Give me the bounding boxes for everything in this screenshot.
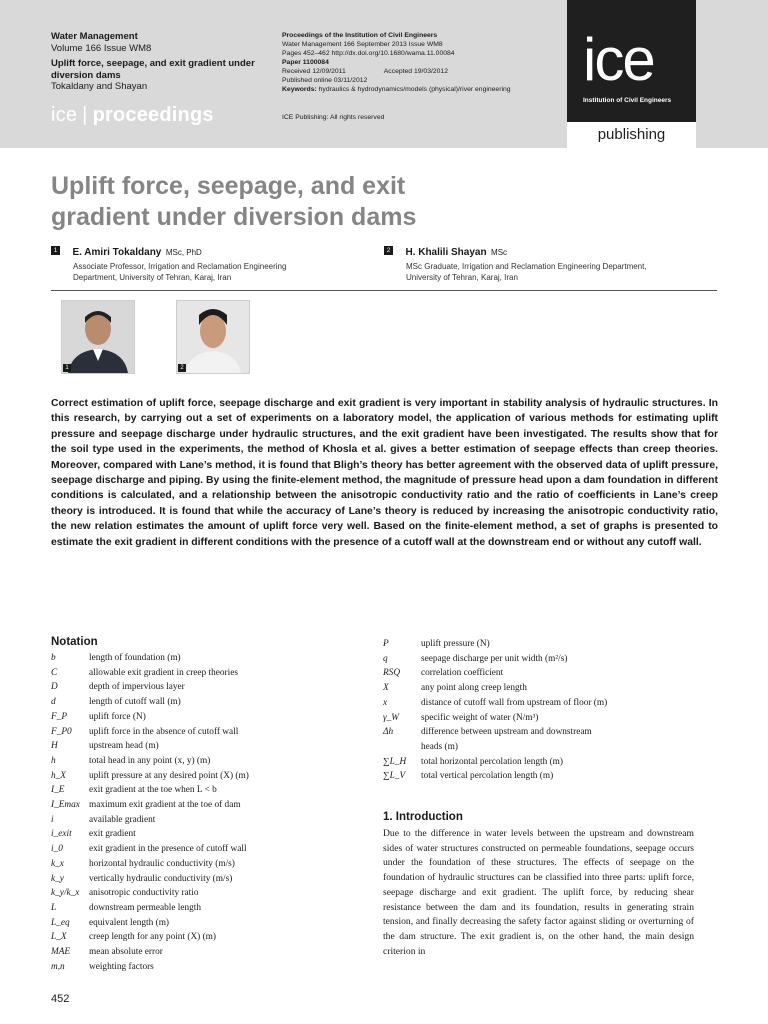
notation-definition: maximum exit gradient at the toe of dam xyxy=(89,800,241,810)
notation-symbol: I_Emax xyxy=(51,800,80,810)
notation-symbol: q xyxy=(383,653,388,664)
publication-details xyxy=(282,31,562,94)
accepted-date: Accepted 19/03/2012 xyxy=(383,68,448,75)
notation-symbol: b xyxy=(51,653,56,663)
notation-symbol: i xyxy=(51,814,54,825)
rights-notice: ICE Publishing: All rights reserved xyxy=(282,114,385,121)
notation-definition: uplift force (N) xyxy=(89,711,146,722)
paper-number: Paper 1100084 xyxy=(282,59,329,66)
author-2-degree: MSc xyxy=(491,248,508,257)
ice-proceedings-brand: ice | proceedings xyxy=(51,104,214,126)
notation-list-left xyxy=(51,653,371,983)
notation-definition: distance of cutoff wall from upstream of floor (m) xyxy=(421,697,608,708)
notation-symbol: L xyxy=(51,902,57,913)
page-number: 452 xyxy=(51,993,70,1005)
notation-definition: upstream head (m) xyxy=(89,741,159,752)
logo-publishing: publishing xyxy=(567,122,696,148)
notation-symbol: RSQ xyxy=(383,668,401,679)
notation-symbol: H xyxy=(51,741,58,752)
notation-definition: any point along creep length xyxy=(421,683,527,694)
author-1 xyxy=(51,242,371,283)
notation-symbol: x xyxy=(383,697,388,708)
received-date: Received 12/09/2011 xyxy=(282,68,346,75)
author-2-photo-badge: 2 xyxy=(178,364,186,372)
abstract: Correct estimation of uplift force, seepage discharge and exit gradient is very important in stability analysis of hydraulic structures. In this research, by carrying out a set of experiments on a laboratory model, the application of various methods for estimating uplift pressure and seepage discharge under hydraulic structures, and the exit gradient have been investigated. The results show that for the soil type used in the experiments, the method of Khosla et al. gives a better estimation of seepage effects than creep theories. Moreover, compared with Lane’s method, it is found that Bligh’s theory has better agreement with the observed data of uplift pressure, seepage discharge and piping. By using the finite-element method, the magnitude of pressure head upon a dam foundation in different conditions is calculated, and a relationship between the anisotropic conductivity ratio and the ratio of coefficients in Lane’s creep theory is introduced. It is found that while the accuracy of Lane’s theory is reduced by increasing the anisotropic conductivity ratio, the new relation estimates the amount of uplift force very well. Based on the finite-element method, a set of graphs is presented to estimate the exit gradient in different conditions with the presence of a cutoff wall at the downstream end or without any cutoff wall. xyxy=(51,398,718,548)
notation-definition: horizontal hydraulic conductivity (m/s) xyxy=(89,858,235,869)
notation-definition: heads (m) xyxy=(421,741,458,752)
notation-symbol: L_eq xyxy=(51,917,70,928)
notation-definition: anisotropic conductivity ratio xyxy=(89,888,199,899)
notation-definition: mean absolute error xyxy=(89,947,163,957)
journal-info xyxy=(51,31,276,93)
notation-definition: specific weight of water (N/m³) xyxy=(421,712,539,723)
notation-symbol: ∑L_H xyxy=(383,756,407,767)
notation-symbol: C xyxy=(51,667,58,678)
notation-symbol: d xyxy=(51,697,56,708)
notation-definition: downstream permeable length xyxy=(89,902,202,913)
notation-symbol: m,n xyxy=(51,961,65,972)
journal-volume: Volume 166 Issue WM8 xyxy=(51,42,152,54)
notation-symbol: P xyxy=(383,639,389,649)
notation-definition: correlation coefficient xyxy=(421,668,504,679)
notation-symbol: D xyxy=(51,682,58,693)
author-1-name: E. Amiri Tokaldany xyxy=(72,247,162,258)
journal-name: Water Management xyxy=(51,31,138,42)
notation-symbol: γ_W xyxy=(383,712,400,723)
brand-ice: ice xyxy=(51,104,78,126)
keywords-label: Keywords: xyxy=(282,86,317,93)
notation-definition: equivalent length (m) xyxy=(89,917,170,928)
notation-symbol: k_x xyxy=(51,858,64,869)
introduction-text: Due to the difference in water levels between the upstream and downstream sides of water structures constructed on permeable foundations, seepage occurs under the foundation of these structures. The effects of seepage on the foundation of hydraulic structures can be classified into three parts: uplift force, seepage discharge and exit gradient. The uplift force, by reducing shear resistance between the dam and its foundation, results in generating strain tension, and finally decreasing the safety factor against sliding or overturning of the dam structure. The exit gradient is, on the other hand, the main design criterion in xyxy=(383,828,694,957)
notation-definition: exit gradient in the presence of cutoff wall xyxy=(89,844,247,855)
notation-definition: length of foundation (m) xyxy=(89,653,181,663)
logo-institution: Institution of Civil Engineers xyxy=(583,97,672,104)
author-1-photo xyxy=(61,300,135,374)
logo-ice-word: ice xyxy=(583,26,654,93)
published-date: Published online 03/11/2012 xyxy=(282,77,368,84)
author-1-aff-2: Department, University of Tehran, Karaj, Iran xyxy=(73,273,232,282)
notation-symbol: MAE xyxy=(51,947,71,957)
notation-definition: difference between upstream and downstream xyxy=(421,727,592,738)
notation-definition: uplift pressure at any desired point (X) (m) xyxy=(89,770,249,781)
notation-definition: available gradient xyxy=(89,814,156,825)
notation-symbol: k_y/k_x xyxy=(51,888,80,899)
keywords-line xyxy=(282,85,562,94)
title-line-1: Uplift force, seepage, and exit xyxy=(51,172,406,200)
notation-definition: total vertical percolation length (m) xyxy=(421,771,554,782)
notation-definition: allowable exit gradient in creep theories xyxy=(89,667,238,678)
notation-heading: Notation xyxy=(51,636,98,648)
author-2-aff-2: University of Tehran, Karaj, Iran xyxy=(406,273,518,282)
header-authors: Tokaldany and Shayan xyxy=(51,81,148,92)
notation-definition: length of cutoff wall (m) xyxy=(89,697,181,708)
proceedings-of: Proceedings of the Institution of Civil Engineers xyxy=(282,32,438,39)
notation-definition: total head in any point (x, y) (m) xyxy=(89,755,211,766)
notation-definition: seepage discharge per unit width (m²/s) xyxy=(421,653,568,664)
brand-proceedings: proceedings xyxy=(92,104,214,126)
notation-definition: exit gradient at the toe when L < b xyxy=(89,785,217,796)
dates-line xyxy=(282,67,562,76)
author-2-aff-1: MSc Graduate, Irrigation and Reclamation Engineering Department, xyxy=(406,262,647,271)
notation-definition: vertically hydraulic conductivity (m/s) xyxy=(89,873,233,884)
author-2-portrait xyxy=(177,301,249,373)
author-1-badge: 1 xyxy=(51,246,60,255)
notation-symbol: k_y xyxy=(51,873,64,884)
issue-line: Water Management 166 September 2013 Issue WM8 xyxy=(282,41,443,48)
introduction-heading: 1. Introduction xyxy=(383,811,463,823)
author-2-badge: 2 xyxy=(384,246,393,255)
notation-definition: total horizontal percolation length (m) xyxy=(421,756,563,767)
author-2-photo xyxy=(176,300,250,374)
notation-symbol: L_X xyxy=(51,932,67,943)
author-1-portrait xyxy=(62,301,134,373)
notation-symbol: i_exit xyxy=(51,829,72,840)
notation-symbol: X xyxy=(383,683,389,694)
notation-definition: exit gradient xyxy=(89,829,136,840)
notation-symbol: F_P0 xyxy=(51,726,72,737)
author-1-photo-badge: 1 xyxy=(63,364,71,372)
author-2-name: H. Khalili Shayan xyxy=(405,247,487,258)
author-2 xyxy=(384,242,714,283)
notation-definition: uplift pressure (N) xyxy=(421,639,490,649)
keywords: hydraulics & hydrodynamics/models (physical)/river engineering xyxy=(318,86,511,93)
notation-symbol: ∑L_V xyxy=(383,771,406,782)
notation-symbol: Δh xyxy=(383,727,394,738)
notation-definition: depth of impervious layer xyxy=(89,682,185,693)
ice-publishing-logo xyxy=(567,0,696,148)
author-1-degree: MSc, PhD xyxy=(165,248,202,257)
author-1-aff-1: Associate Professor, Irrigation and Reclamation Engineering xyxy=(73,262,287,271)
article-title xyxy=(51,171,571,233)
notation-symbol: h xyxy=(51,755,56,766)
pages-doi-line: Pages 452–462 http://dx.doi.org/10.1680/wama.11.00084 xyxy=(282,50,455,57)
header-paper-title: Uplift force, seepage, and exit gradient under diversion dams xyxy=(51,58,255,81)
notation-symbol: I_E xyxy=(51,785,65,796)
notation-definition: uplift force in the absence of cutoff wall xyxy=(89,726,239,737)
notation-symbol: i_0 xyxy=(51,844,63,855)
notation-definition: weighting factors xyxy=(89,961,154,972)
header-divider xyxy=(51,290,717,291)
notation-symbol: h_X xyxy=(51,770,66,781)
notation-list-right xyxy=(383,639,703,809)
notation-symbol: F_P xyxy=(51,711,68,722)
title-line-2: gradient under diversion dams xyxy=(51,203,417,231)
notation-definition: creep length for any point (X) (m) xyxy=(89,932,217,943)
